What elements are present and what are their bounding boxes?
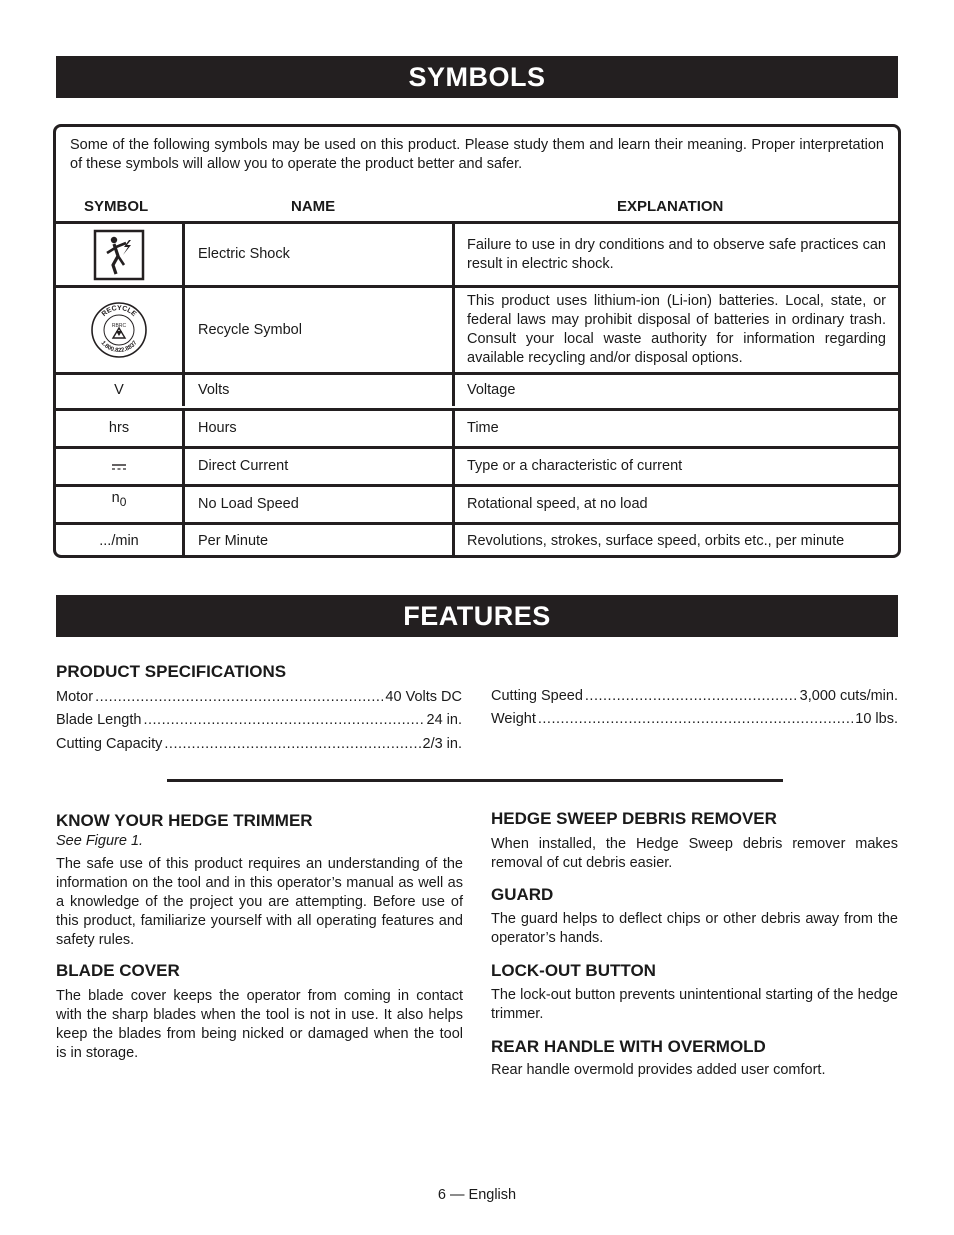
leader-dots (143, 711, 424, 730)
electric-shock-icon (93, 229, 145, 281)
explanation-cell: Failure to use in dry conditions and to observe safe practices can result in electric shock. (452, 224, 898, 285)
symbol-cell (56, 449, 182, 484)
see-figure-note: See Figure 1. (56, 833, 144, 849)
spec-motor (56, 688, 462, 707)
blade-cover-body: The blade cover keeps the operator from coming in contact with the sharp blades when the tool is not in use. It also helps keep the blades from being nicked or damaged when the tool is in storage. (56, 988, 463, 1061)
section-divider (167, 779, 783, 782)
no-load-speed-symbol (112, 489, 127, 512)
rear-handle-heading: REAR HANDLE WITH OVERMOLD (491, 1037, 766, 1056)
symbol-letter: n (111, 490, 120, 507)
know-heading: KNOW YOUR HEDGE TRIMMER (56, 811, 313, 830)
symbols-intro: Some of the following symbols may be used on this product. Please study them and learn their meaning. Proper interpretation of these symbols will allow you to operate the product better and safer. (70, 137, 884, 172)
symbol-subscript: 0 (119, 494, 127, 509)
sweep-body: When installed, the Hedge Sweep debris remover makes removal of cut debris easier. (491, 836, 898, 871)
symbol-cell: .../min (99, 533, 139, 549)
leader-dots (585, 687, 798, 706)
know-body: The safe use of this product requires an understanding of the information on the tool and in this operator’s manual as well as a knowledge of the project you are attempting. Before use of this product, familiarize yourself with all operating features and safety rules. (56, 856, 463, 948)
symbols-table (53, 124, 901, 558)
recycle-seal-bottom: 1.800.822.8837 (99, 340, 139, 355)
symbol-cell (56, 487, 182, 522)
recycle-seal-middle: RBRC (111, 323, 127, 329)
sweep-heading: HEDGE SWEEP DEBRIS REMOVER (491, 809, 777, 828)
table-row (56, 372, 898, 406)
symbol-cell (56, 224, 182, 285)
spec-label: Blade Length (56, 712, 142, 728)
spec-value: 2/3 in. (422, 736, 462, 752)
explanation-cell: Time (452, 411, 898, 446)
lockout-body: The lock-out button prevents unintentional starting of the hedge trimmer. (491, 987, 898, 1022)
spec-label: Motor (56, 689, 94, 705)
leader-dots (538, 710, 853, 729)
lockout-heading: LOCK-OUT BUTTON (491, 961, 656, 980)
table-row (56, 522, 898, 558)
name-cell: Electric Shock (182, 224, 452, 285)
name-cell: No Load Speed (182, 487, 452, 522)
spec-label: Weight (491, 711, 536, 727)
explanation-cell: Revolutions, strokes, surface speed, orbits etc., per minute (452, 525, 898, 558)
recycle-seal-icon (89, 300, 149, 360)
symbol-cell: hrs (108, 420, 130, 436)
spec-value: 40 Volts DC (385, 689, 462, 705)
symbols-banner: SYMBOLS (56, 56, 898, 98)
spec-cutting-speed (491, 687, 898, 706)
header-explanation: EXPLANATION (617, 198, 724, 215)
explanation-cell: Type or a characteristic of current (452, 449, 898, 484)
blade-cover-heading: BLADE COVER (56, 961, 180, 980)
spec-cutting-capacity (56, 735, 462, 754)
table-row (56, 484, 898, 522)
table-row (56, 285, 898, 372)
name-cell: Per Minute (182, 525, 452, 558)
spec-value: 24 in. (426, 712, 462, 728)
spec-value: 10 lbs. (855, 711, 898, 727)
spec-value: 3,000 cuts/min. (799, 688, 898, 704)
spec-label: Cutting Capacity (56, 736, 163, 752)
leader-dots (95, 688, 383, 707)
symbol-cell (56, 288, 182, 372)
spec-label: Cutting Speed (491, 688, 583, 704)
direct-current-icon (111, 463, 127, 471)
name-cell: Hours (182, 411, 452, 446)
features-banner: FEATURES (56, 595, 898, 637)
header-name: NAME (291, 198, 336, 215)
page-footer: 6 — English (437, 1187, 517, 1203)
table-row (56, 221, 898, 285)
table-row (56, 408, 898, 446)
explanation-cell: Rotational speed, at no load (452, 487, 898, 522)
guard-heading: GUARD (491, 885, 554, 904)
header-symbol: SYMBOL (84, 198, 149, 215)
name-cell: Recycle Symbol (182, 288, 452, 372)
explanation-cell: Voltage (452, 375, 898, 406)
explanation-cell: This product uses lithium-ion (Li-ion) batteries. Local, state, or federal laws may prohibit disposal of batteries in ordinary trash. Consult your local waste authority for information regarding available recycling and/or disposal options. (452, 288, 898, 372)
guard-body: The guard helps to deflect chips or other debris away from the operator’s hands. (491, 911, 898, 946)
table-row (56, 446, 898, 484)
leader-dots (164, 735, 420, 754)
symbol-cell: V (114, 382, 124, 398)
spec-weight (491, 710, 898, 729)
name-cell: Volts (182, 375, 452, 406)
rear-handle-body: Rear handle overmold provides added user comfort. (491, 1062, 826, 1078)
name-cell: Direct Current (182, 449, 452, 484)
recycle-seal-top: RECYCLE (100, 304, 138, 319)
specs-heading: PRODUCT SPECIFICATIONS (56, 662, 287, 681)
spec-blade-length (56, 711, 462, 730)
